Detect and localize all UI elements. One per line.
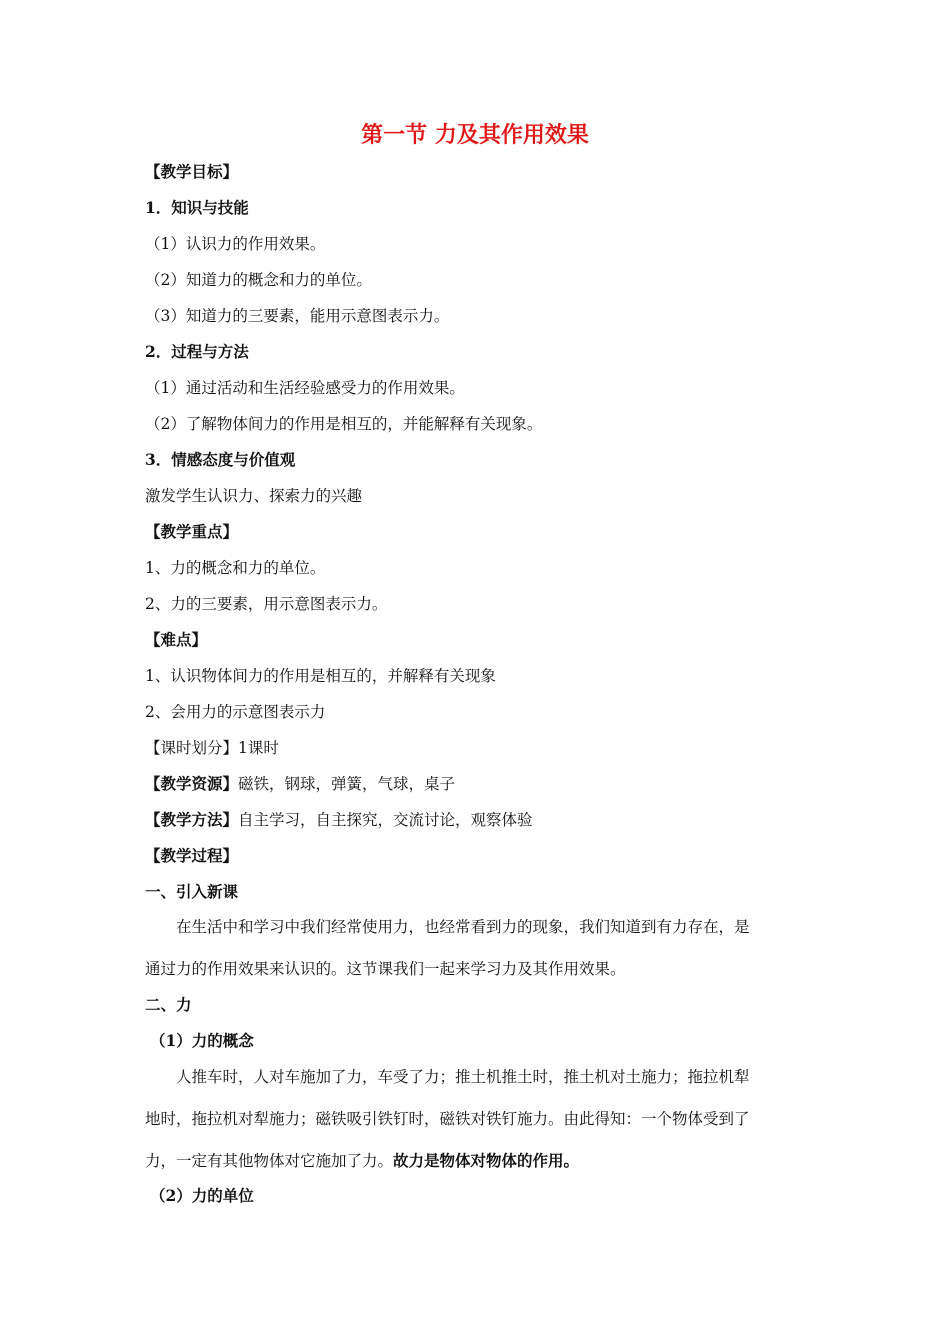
concept-definition: 故力是物体对物体的作用。 <box>393 1151 580 1170</box>
resources-label: 【教学资源】 <box>145 774 239 793</box>
list-item: （1）认识力的作用效果。 <box>145 235 326 253</box>
paragraph-line: 人推车时，人对车施加了力，车受了力；推土机推土时，推土机对土施力；拖拉机犁 <box>176 1068 750 1086</box>
list-item: 1、认识物体间力的作用是相互的，并解释有关现象 <box>145 667 496 685</box>
paragraph-line: 在生活中和学习中我们经常使用力，也经常看到力的现象，我们知道到有力存在，是 <box>176 918 750 936</box>
list-item: （1）通过活动和生活经验感受力的作用效果。 <box>145 379 465 397</box>
list-item: 2、力的三要素，用示意图表示力。 <box>145 595 388 613</box>
objectives-heading: 【教学目标】 <box>145 162 239 181</box>
list-item: 2、会用力的示意图表示力 <box>145 703 326 721</box>
methods-label: 【教学方法】 <box>145 810 239 829</box>
knowledge-skills-heading: 1．知识与技能 <box>145 198 249 217</box>
period-label: 【课时划分】 <box>145 739 239 757</box>
methods-value: 自主学习，自主探究，交流讨论，观察体验 <box>238 811 533 829</box>
paragraph-line: 通过力的作用效果来认识的。这节课我们一起来学习力及其作用效果。 <box>145 960 626 978</box>
list-item: （2）知道力的概念和力的单位。 <box>145 271 372 289</box>
emotion-values-heading: 3．情感态度与价值观 <box>145 450 296 469</box>
process-method-heading: 2．过程与方法 <box>145 342 249 361</box>
methods-row <box>145 808 810 832</box>
paragraph-line <box>145 1149 810 1173</box>
period-row <box>145 736 810 760</box>
force-heading: 二、力 <box>145 995 192 1014</box>
intro-heading: 一、引入新课 <box>145 882 239 901</box>
list-item: （2）了解物体间力的作用是相互的，并能解释有关现象。 <box>145 415 543 433</box>
resources-row <box>145 772 810 796</box>
difficulty-heading: 【难点】 <box>145 630 208 649</box>
paragraph-line: 地时，拖拉机对犁施力；磁铁吸引铁钉时，磁铁对铁钉施力。由此得知：一个物体受到了 <box>145 1110 750 1128</box>
emotion-values-text: 激发学生认识力、探索力的兴趣 <box>145 487 363 505</box>
period-value: 1课时 <box>238 739 279 757</box>
concept-text: 力，一定有其他物体对它施加了力。 <box>145 1152 394 1170</box>
process-heading: 【教学过程】 <box>145 846 239 865</box>
resources-value: 磁铁，钢球，弹簧，气球，桌子 <box>238 775 456 793</box>
page-title: 第一节 力及其作用效果 <box>361 123 589 148</box>
list-item: 1、力的概念和力的单位。 <box>145 559 326 577</box>
list-item: （3）知道力的三要素，能用示意图表示力。 <box>145 307 450 325</box>
unit-heading: （2）力的单位 <box>150 1186 254 1205</box>
concept-heading: （1）力的概念 <box>150 1031 254 1050</box>
focus-heading: 【教学重点】 <box>145 522 239 541</box>
